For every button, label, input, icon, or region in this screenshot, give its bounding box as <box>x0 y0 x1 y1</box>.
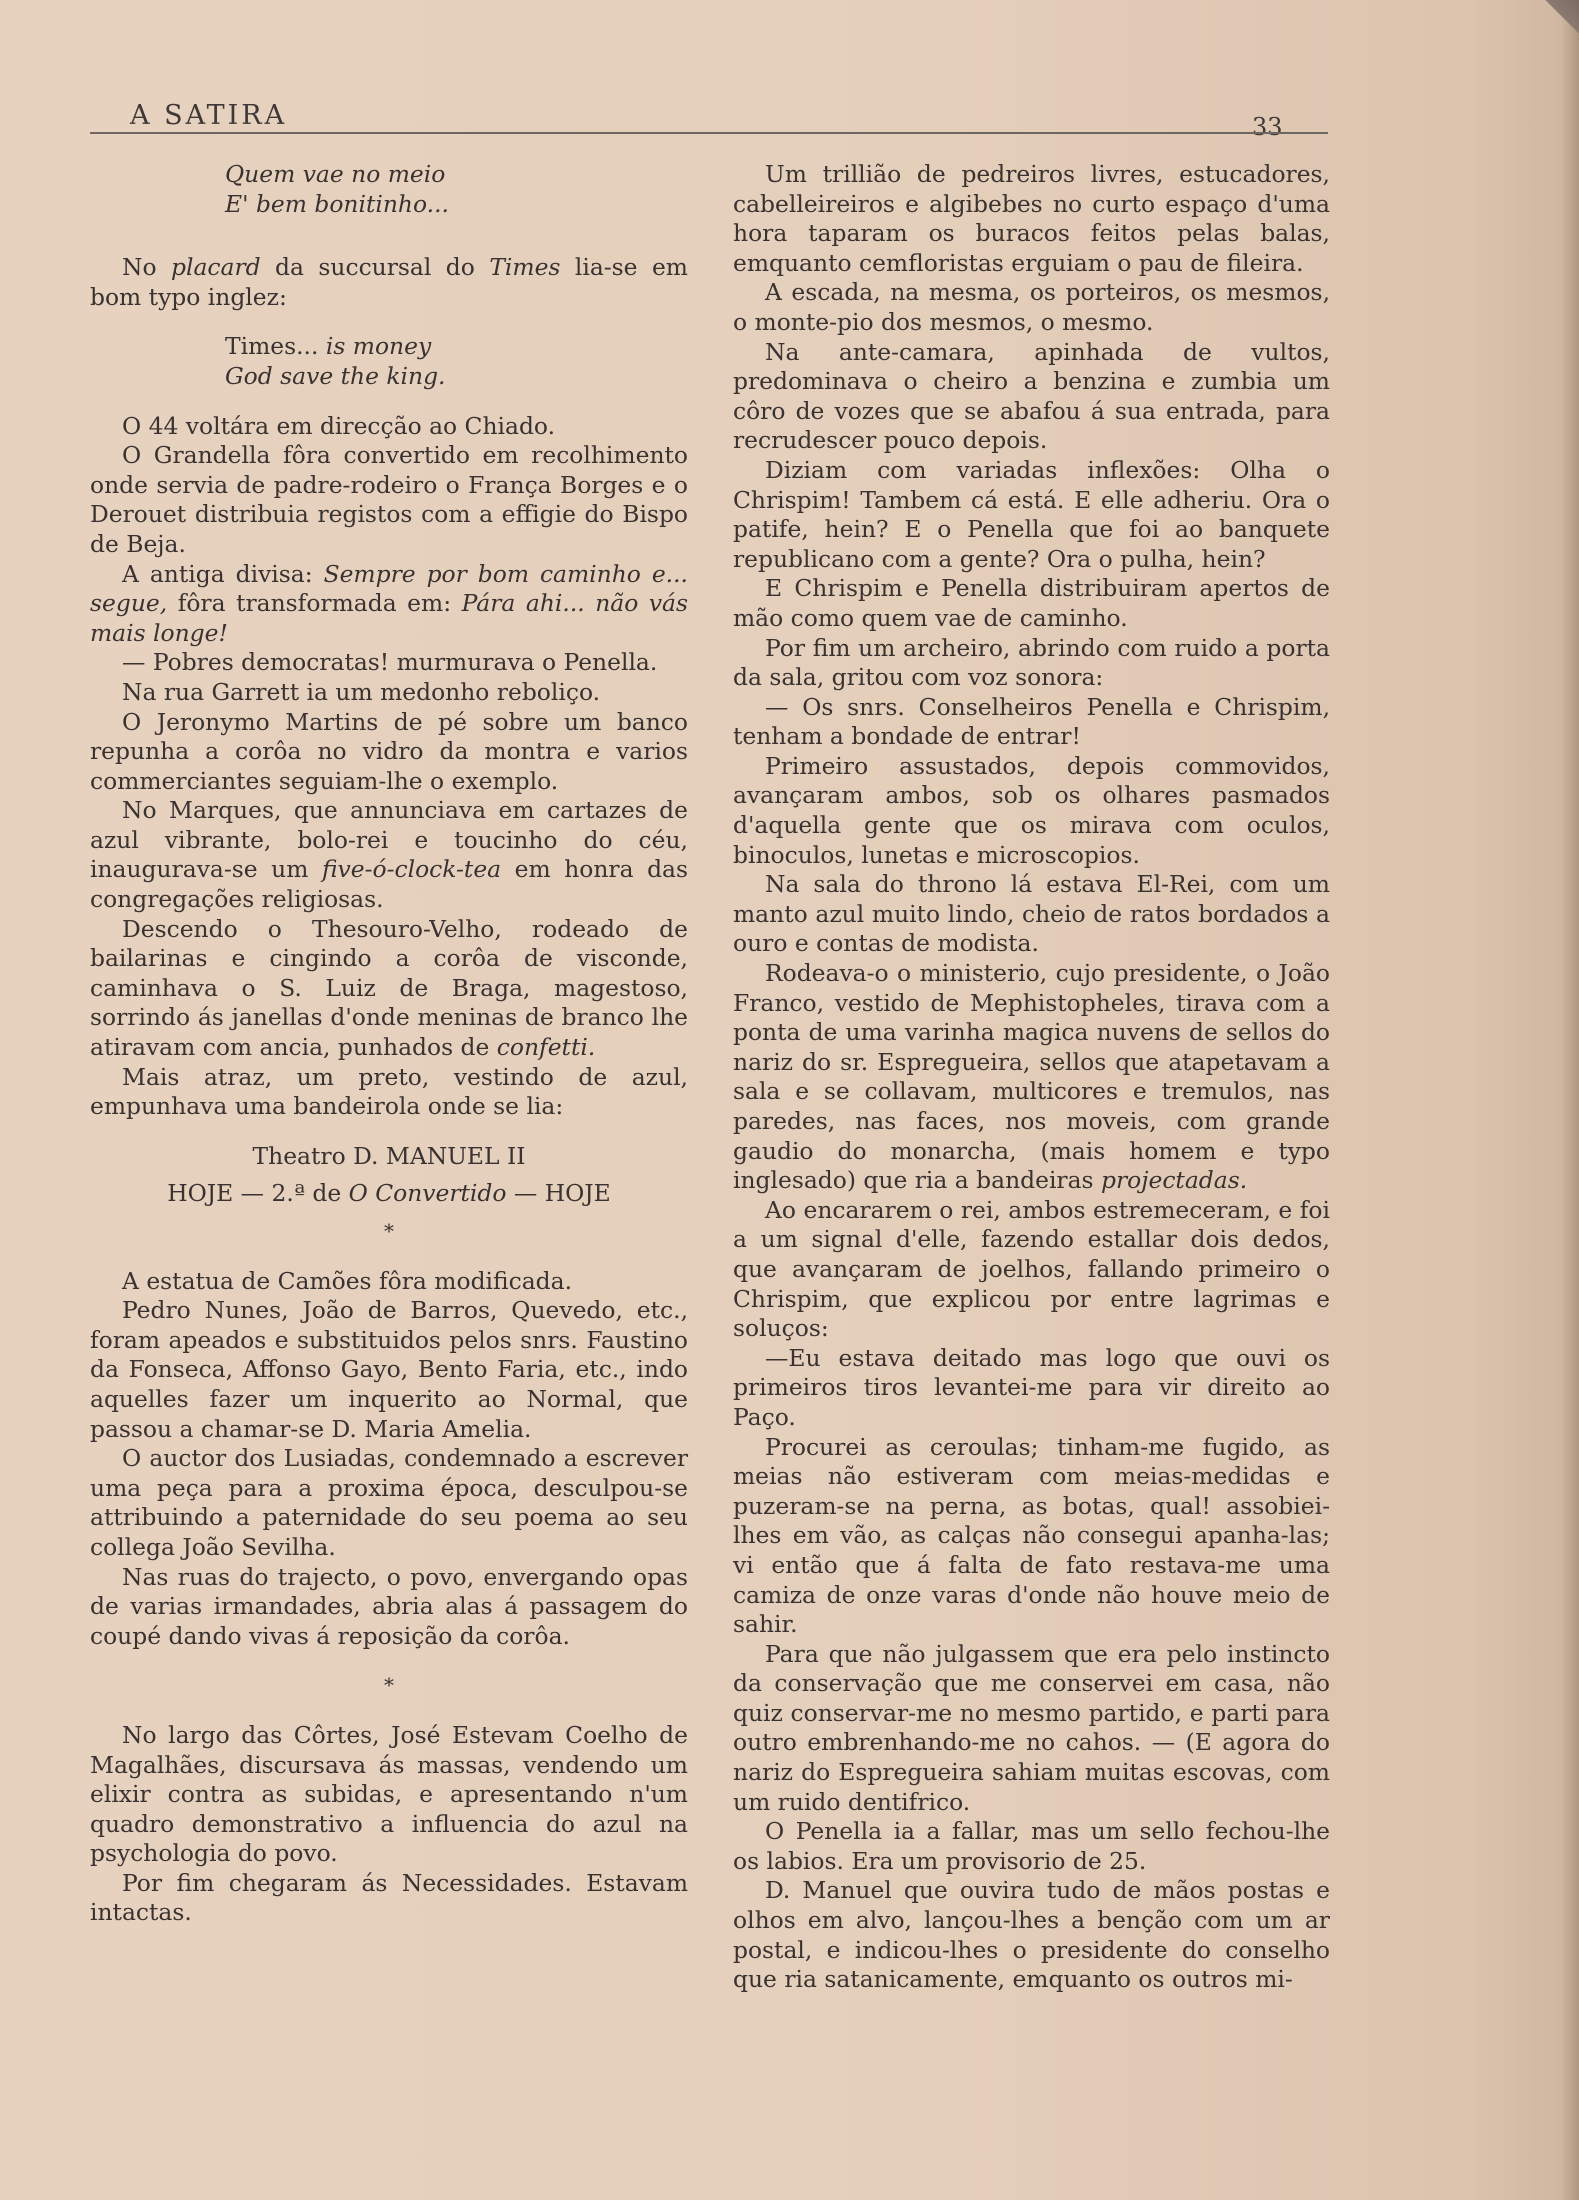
paragraph: Por fim chegaram ás Necessidades. Estavam intactas. <box>90 1868 688 1927</box>
paragraph: No Marques, que annunciava em cartazes de azul vibrante, bolo-rei e toucinho do céu, inaugurava-se um five-ó-clock-tea em honra das congregações religiosas. <box>90 796 689 914</box>
page-edge-shadow <box>1561 0 1579 2200</box>
banner-line: Theatro D. MANUEL II <box>252 1141 526 1170</box>
paragraph: O auctor dos Lusiadas, condemnado a escrever uma peça para a proxima época, desculpou-se attribuindo a paternidade do seu poema ao seu collega João Sevilha. <box>90 1444 688 1561</box>
paragraph: A escada, na mesma, os porteiros, os mesmos, o monte-pio dos mesmos, o mesmo. <box>733 278 1330 336</box>
verse-line: Quem vae no meio <box>225 160 446 188</box>
paragraph: Um trillião de pedreiros livres, estucadores, cabelleireiros e algibebes no curto espaço d'uma hora taparam os buracos feitos pelas balas, emquanto cemfloristas erguiam o pau de fileira. <box>733 160 1330 277</box>
paragraph: Procurei as ceroulas; tinham-me fugido, as meias não estiveram com meias-medidas e puzeram-se na perna, as botas, qual! assobiei-lhes em vão, as calças não consegui apanha-las; vi então que á falta de fato restava-me uma camiza de onze varas d'onde não houve meio de sahir. <box>733 1432 1330 1639</box>
section-separator: * <box>384 1673 394 1698</box>
paragraph: Para que não julgassem que era pelo instincto da conservação que me conservei em casa, não quiz conservar-me no mesmo partido, e parti para outro embrenhando-me no cahos. — (E agora do nariz do Espregueira sahiam muitas escovas, com um ruido dentifrico. <box>733 1639 1330 1816</box>
paragraph: Na sala do throno lá estava El-Rei, com um manto azul muito lindo, cheio de ratos bordados a ouro e contas de modista. <box>733 870 1330 958</box>
paragraph: E Chrispim e Penella distribuiram apertos de mão como quem vae de caminho. <box>733 574 1330 632</box>
paragraph: No largo das Côrtes, José Estevam Coelho de Magalhães, discursava ás massas, vendendo um elixir contra as subidas, e apresentando n'um quadro demonstrativo a influencia do azul na psychologia do povo. <box>90 1720 688 1868</box>
left-column <box>90 160 688 1928</box>
paragraph: Descendo o Thesouro-Velho, rodeado de bailarinas e cingindo a corôa de visconde, caminhava o S. Luiz de Braga, magestoso, sorrindo ás janellas d'onde meninas de branco lhe atiravam com ancia, punhados de confetti. <box>90 914 688 1062</box>
banner-line: HOJE — 2.ª de O Convertido — HOJE <box>167 1179 611 1208</box>
paragraph: O Jeronymo Martins de pé sobre um banco repunha a corôa no vidro da montra e varios commerciantes seguiam-lhe o exemplo. <box>90 707 688 795</box>
paragraph: Primeiro assustados, depois commovidos, avançaram ambos, sob os olhares pasmados d'aquella gente que os mirava com oculos, binoculos, lunetas e microscopios. <box>733 751 1330 869</box>
paragraph: Na ante-camara, apinhada de vultos, predominava o cheiro a benzina e zumbia um côro de vozes que se abafou á sua entrada, para recrudescer pouco depois. <box>733 337 1330 455</box>
paragraph: Na rua Garrett ia um medonho reboliço. <box>122 677 601 706</box>
paragraph: Pedro Nunes, João de Barros, Quevedo, etc., foram apeados e substituidos pelos snrs. Faustino da Fonseca, Affonso Gayo, Bento Faria, etc., indo aquelles fazer um inquerito ao Normal, que passou a chamar-se D. Maria Amelia. <box>90 1296 688 1443</box>
verse-line: Times... is money <box>225 332 432 361</box>
section-separator: * <box>384 1219 394 1243</box>
header-rule <box>90 132 1328 134</box>
paragraph: — Pobres democratas! murmurava o Penella. <box>122 648 658 677</box>
paragraph: Nas ruas do trajecto, o povo, envergando opas de varias irmandades, abria alas á passagem do coupé dando vivas á reposição da corôa. <box>90 1562 688 1650</box>
paragraph: Ao encararem o rei, ambos estremeceram, e foi a um signal d'elle, fazendo estallar dois dedos, que avançaram de joelhos, fallando primeiro o Chrispim, que explicou por entre lagrimas e soluços: <box>733 1195 1330 1343</box>
paragraph: Mais atraz, um preto, vestindo de azul, empunhava uma bandeirola onde se lia: <box>90 1062 688 1121</box>
paragraph: O 44 voltára em direcção ao Chiado. <box>122 411 556 440</box>
paragraph: O Grandella fôra convertido em recolhimento onde servia de padre-rodeiro o França Borges e o Derouet distribuia registos com a effigie do Bispo de Beja. <box>90 441 688 558</box>
paragraph: D. Manuel que ouvira tudo de mãos postas e olhos em alvo, lançou-lhes a benção com um ar postal, e indicou-lhes o presidente do conselho que ria satanicamente, emquanto os outros mi- <box>733 1876 1330 1994</box>
paragraph: O Penella ia a fallar, mas um sello fechou-lhe os labios. Era um provisorio de 25. <box>733 1817 1330 1875</box>
publication-title: A SATIRA <box>130 100 288 131</box>
paragraph: Por fim um archeiro, abrindo com ruido a porta da sala, gritou com voz sonora: <box>733 633 1330 692</box>
right-column <box>733 160 1330 1995</box>
paragraph: —Eu estava deitado mas logo que ouvi os primeiros tiros levantei-me para vir direito ao Paço. <box>733 1343 1330 1431</box>
page-corner <box>1545 0 1579 40</box>
paragraph: A estatua de Camões fôra modificada. <box>122 1266 573 1295</box>
page-number: 33 <box>1252 113 1283 141</box>
paragraph: — Os snrs. Conselheiros Penella e Chrispim, tenham a bondade de entrar! <box>733 692 1330 751</box>
paragraph: A antiga divisa: Sempre por bom caminho e... segue, fôra transformada em: Pára ahi... não vás mais longe! <box>90 559 688 647</box>
paragraph: Diziam com variadas inflexões: Olha o Chrispim! Tambem cá está. E elle adheriu. Ora o patife, hein? E o Penella que foi ao banquete republicano com a gente? Ora o pulha, hein? <box>733 455 1330 573</box>
verse-line: God save the king. <box>225 361 446 390</box>
paragraph: No placard da succursal do Times lia-se em bom typo inglez: <box>90 253 688 311</box>
paragraph: Rodeava-o o ministerio, cujo presidente, o João Franco, vestido de Mephistopheles, tirava com a ponta de uma varinha magica nuvens de sellos do nariz do sr. Espregueira, sellos que atapetavam a sala e se collavam, multicores e tremulos, nas paredes, nas faces, nos moveis, com grande gaudio do monarcha, (mais homem e typo inglesado) que ria a bandeiras projectadas. <box>733 959 1330 1195</box>
verse-line: E' bem bonitinho... <box>225 189 449 218</box>
